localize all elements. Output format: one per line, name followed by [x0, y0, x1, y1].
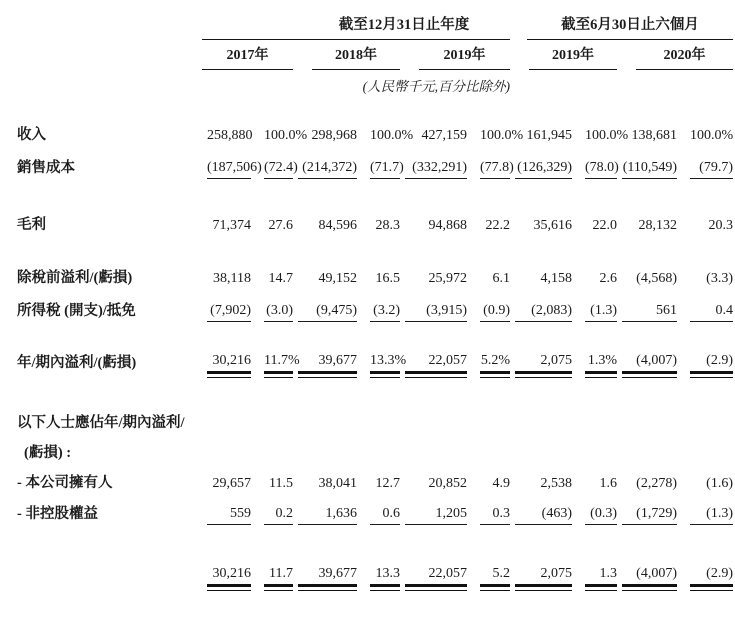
value-cell: (7,902) [202, 289, 251, 322]
financial-statements-table [17, 10, 733, 587]
value-cell: 28,132 [638, 218, 677, 233]
percent-cell: (1.6) [706, 476, 733, 491]
year-column-2019: 2019年 [400, 40, 510, 70]
value-cell: 138,681 [631, 128, 677, 143]
percent-cell: 0.2 [251, 494, 293, 525]
percent-cell: 22.2 [485, 218, 510, 233]
percent-cell: 2.6 [599, 271, 617, 286]
value-cell: 298,968 [311, 128, 357, 143]
percent-cell: 1.3% [572, 322, 617, 374]
value-cell [510, 374, 572, 434]
year-column-2017: 2017年 [202, 40, 293, 70]
value-cell: (463) [510, 494, 572, 525]
percent-cell: 28.3 [375, 218, 400, 233]
table-row [17, 236, 733, 289]
percent-cell: (1.3) [572, 289, 617, 322]
percent-cell: 13.3% [357, 322, 400, 374]
table-row [17, 322, 733, 374]
value-cell: 29,657 [212, 476, 251, 491]
value-cell: (2,278) [636, 476, 677, 491]
percent-cell: 12.7 [375, 476, 400, 491]
percent-cell: (78.0) [572, 146, 617, 179]
year-column-2018: 2018年 [293, 40, 400, 70]
percent-cell [677, 374, 733, 434]
value-cell [293, 374, 357, 434]
year-column-2019-interim: 2019年 [510, 40, 617, 70]
percent-cell [677, 434, 733, 464]
value-cell: 30,216 [202, 525, 251, 587]
table-row [17, 179, 733, 236]
table-row [17, 146, 733, 179]
percent-cell: 1.3 [572, 525, 617, 587]
value-cell: 161,945 [526, 128, 572, 143]
percent-cell: 11.7 [251, 525, 293, 587]
percent-cell [467, 374, 510, 434]
value-cell [400, 434, 467, 464]
value-cell: 4,158 [540, 271, 572, 286]
percent-cell: 20.3 [708, 218, 733, 233]
value-cell: (2,083) [510, 289, 572, 322]
percent-cell: 14.7 [268, 271, 293, 286]
value-cell: 20,852 [428, 476, 467, 491]
value-cell: (4,007) [617, 525, 677, 587]
percent-cell: (77.8) [467, 146, 510, 179]
percent-cell: (3.2) [357, 289, 400, 322]
percent-cell: 11.5 [269, 476, 293, 491]
value-cell: 84,596 [318, 218, 357, 233]
value-cell [293, 434, 357, 464]
percent-cell [357, 374, 400, 434]
value-cell [617, 434, 677, 464]
row-label: 收入 [17, 127, 46, 143]
percent-cell: 100.0% [585, 128, 629, 143]
percent-cell [357, 434, 400, 464]
value-cell: (126,329) [510, 146, 572, 179]
percent-cell: (71.7) [357, 146, 400, 179]
percent-cell: 5.2 [467, 525, 510, 587]
value-cell: 1,205 [400, 494, 467, 525]
percent-cell [572, 374, 617, 434]
value-cell: 258,880 [207, 128, 253, 143]
row-label: 所得稅 (開支)/抵免 [17, 303, 136, 319]
percent-cell: (2.9) [677, 525, 733, 587]
value-cell: (3,915) [400, 289, 467, 322]
row-label: (虧損) : [24, 445, 72, 461]
value-cell: (4,007) [617, 322, 677, 374]
percent-cell: (0.9) [467, 289, 510, 322]
value-cell: 2,075 [510, 322, 572, 374]
value-cell: 427,159 [421, 128, 467, 143]
corner-cell [17, 10, 202, 40]
row-label: 以下人士應佔年/期內溢利/ [17, 415, 185, 431]
percent-cell [572, 434, 617, 464]
value-cell: 94,868 [428, 218, 467, 233]
value-cell [400, 374, 467, 434]
value-cell: (9,475) [293, 289, 357, 322]
table-row [17, 289, 733, 322]
period-group-interim [510, 10, 733, 40]
period-group-interim-title: 截至6月30日止六個月 [561, 17, 699, 33]
value-cell: 38,041 [318, 476, 357, 491]
table-row [17, 434, 733, 464]
value-cell: 49,152 [318, 271, 357, 286]
value-cell [617, 374, 677, 434]
percent-cell: 11.7% [251, 322, 293, 374]
percent-cell: 0.3 [467, 494, 510, 525]
percent-cell: 22.0 [592, 218, 617, 233]
row-label: - 非控股權益 [17, 506, 98, 522]
period-group-annual-title: 截至12月31日止年度 [338, 17, 470, 33]
value-cell: 25,972 [428, 271, 467, 286]
percent-cell: 0.4 [677, 289, 733, 322]
table-row [17, 464, 733, 494]
percent-cell: 27.6 [268, 218, 293, 233]
value-cell [510, 434, 572, 464]
percent-cell: 100.0% [264, 128, 308, 143]
percent-cell: 100.0% [370, 128, 414, 143]
percent-cell [467, 434, 510, 464]
row-label [17, 525, 202, 587]
percent-cell: 13.3 [357, 525, 400, 587]
percent-cell [251, 374, 293, 434]
row-label: 年/期內溢利/(虧損) [17, 355, 137, 371]
value-cell: (214,372) [293, 146, 357, 179]
value-cell: 39,677 [293, 525, 357, 587]
value-cell: 30,216 [202, 322, 251, 374]
value-cell [202, 434, 251, 464]
percent-cell: (3.3) [706, 271, 733, 286]
value-cell: 35,616 [533, 218, 572, 233]
value-cell: 1,636 [293, 494, 357, 525]
year-column-2020-interim: 2020年 [617, 40, 733, 70]
period-group-annual [202, 10, 510, 40]
table-row [17, 374, 733, 434]
value-cell: (4,568) [636, 271, 677, 286]
value-cell: (110,549) [617, 146, 677, 179]
period-group-header-row [17, 10, 733, 40]
percent-cell: (1.3) [677, 494, 733, 525]
row-label: 銷售成本 [17, 160, 75, 176]
value-cell: 2,075 [510, 525, 572, 587]
value-cell: (187,506) [202, 146, 251, 179]
table-row [17, 98, 733, 146]
table-row [17, 525, 733, 587]
percent-cell: (0.3) [572, 494, 617, 525]
percent-cell: 6.1 [492, 271, 510, 286]
unit-note: (人民幣千元,百分比除外) [362, 79, 510, 94]
value-cell: 22,057 [400, 525, 467, 587]
corner-cell [17, 40, 202, 70]
percent-cell: 16.5 [375, 271, 400, 286]
percent-cell: 5.2% [467, 322, 510, 374]
percent-cell: 4.9 [492, 476, 510, 491]
unit-note-row [17, 70, 733, 98]
value-cell: 559 [202, 494, 251, 525]
percent-cell: (72.4) [251, 146, 293, 179]
percent-cell: 0.6 [357, 494, 400, 525]
row-label: 毛利 [17, 217, 46, 233]
row-label: - 本公司擁有人 [17, 475, 113, 491]
value-cell: (1,729) [617, 494, 677, 525]
percent-cell: 1.6 [599, 476, 617, 491]
percent-cell: (2.9) [677, 322, 733, 374]
percent-cell: (3.0) [251, 289, 293, 322]
value-cell: 22,057 [400, 322, 467, 374]
value-cell: 561 [617, 289, 677, 322]
percent-cell: 100.0% [480, 128, 524, 143]
year-header-row [17, 40, 733, 70]
value-cell: 38,118 [213, 271, 251, 286]
value-cell [202, 374, 251, 434]
table-row [17, 494, 733, 525]
value-cell: 39,677 [293, 322, 357, 374]
percent-cell: (79.7) [677, 146, 733, 179]
value-cell: 71,374 [212, 218, 251, 233]
value-cell: 2,538 [540, 476, 572, 491]
value-cell: (332,291) [400, 146, 467, 179]
rows [17, 98, 733, 587]
row-label: 除稅前溢利/(虧損) [17, 270, 133, 286]
percent-cell: 100.0% [690, 128, 734, 143]
percent-cell [251, 434, 293, 464]
